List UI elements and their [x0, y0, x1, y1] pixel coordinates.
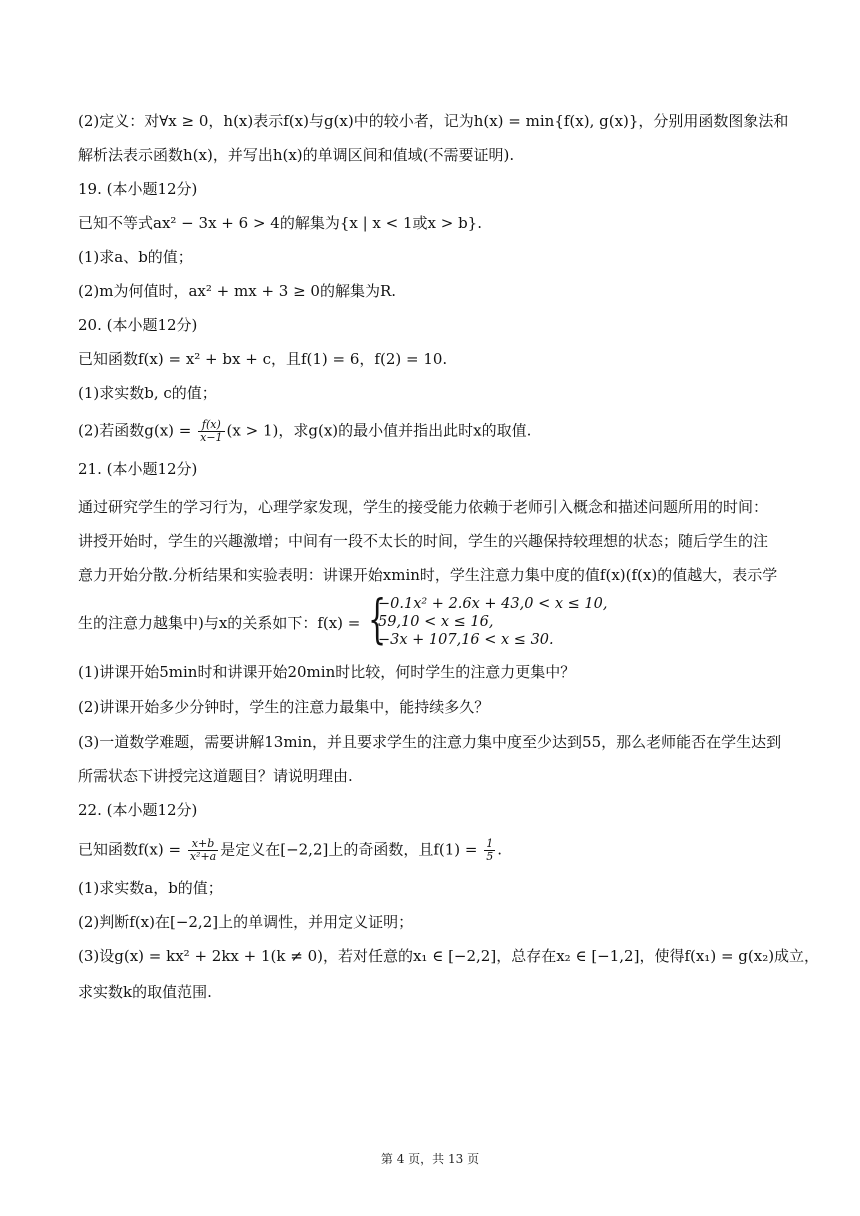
q18-part2-line2: 解析法表示函数h(x)，并写出h(x)的单调区间和值域(不需要证明). [78, 146, 515, 164]
q22-part3-line2: 求实数k的取值范围. [78, 983, 212, 1001]
q19-heading: 19. (本小题12分) [78, 180, 198, 198]
page-footer: 第 4 页，共 13 页 [380, 1152, 480, 1166]
q20-stem: 已知函数f(x) = x² + bx + c，且f(1) = 6，f(2) = 10. [78, 350, 448, 368]
q19-part1: (1)求a、b的值； [78, 248, 193, 266]
piecewise-case-1: −0.1x² + 2.6x + 43,0 < x ≤ 10, [378, 596, 608, 612]
q22-part3-line1: (3)设g(x) = kx² + 2kx + 1(k ≠ 0)，若对任意的x₁ ∈ [−2,2]，总存在x₂ ∈ [−1,2]，使得f(x₁) = g(x₂)成立， [78, 947, 820, 965]
q21-part1: (1)讲课开始5min时和讲课开始20min时比较，何时学生的注意力更集中？ [78, 663, 576, 681]
q21-heading: 21. (本小题12分) [78, 460, 198, 478]
piecewise-label: 生的注意力越集中)与x的关系如下：f(x) = [78, 614, 361, 632]
fraction [198, 419, 224, 444]
q21-part3-line2: 所需状态下讲授完这道题目？请说明理由. [78, 767, 353, 785]
q19-stem: 已知不等式ax² − 3x + 6 > 4的解集为{x | x < 1或x > b}. [78, 214, 482, 232]
fraction [188, 838, 218, 863]
q19-part2: (2)m为何值时，ax² + mx + 3 ≥ 0的解集为R. [78, 282, 397, 300]
fraction-denominator: 5 [486, 850, 494, 863]
q20-heading: 20. (本小题12分) [78, 316, 198, 334]
q22-part2: (2)判断f(x)在[−2,2]上的单调性，并用定义证明； [78, 913, 414, 931]
q20-part2-before: (2)若函数g(x) = [78, 421, 197, 440]
q20-part1: (1)求实数b, c的值； [78, 384, 217, 402]
piecewise-case-2: 59,10 < x ≤ 16, [378, 614, 494, 630]
fraction-numerator: f(x) [198, 419, 224, 432]
fraction-numerator: x+b [188, 838, 218, 851]
q22-stem-before: 已知函数f(x) = [78, 840, 186, 859]
q21-part3-line1: (3)一道数学难题，需要讲解13min，并且要求学生的注意力集中度至少达到55，那么老师能否在学生达到 [78, 733, 782, 751]
fraction [484, 838, 495, 863]
piecewise-case-3: −3x + 107,16 < x ≤ 30. [378, 632, 554, 648]
q18-part2-line1: (2)定义：对∀x ≥ 0，h(x)表示f(x)与g(x)中的较小者，记为h(x) = min{f(x), g(x)}，分别用函数图象法和 [78, 112, 789, 130]
q20-part2 [78, 419, 782, 444]
q22-stem [78, 838, 782, 863]
q21-stem-line2: 讲授开始时，学生的兴趣激增；中间有一段不太长的时间，学生的兴趣保持较理想的状态；随后学生的注 [78, 532, 769, 550]
q22-stem-after: . [497, 840, 503, 859]
q21-stem-line1: 通过研究学生的学习行为，心理学家发现，学生的接受能力依赖于老师引入概念和描述问题所用的时间： [78, 498, 769, 516]
q22-stem-mid: 是定义在[−2,2]上的奇函数，且f(1) = [220, 840, 483, 859]
q21-stem-line3: 意力开始分散.分析结果和实验表明：讲课开始xmin时，学生注意力集中度的值f(x)(f(x)的值越大，表示学 [78, 566, 778, 584]
fraction-numerator: 1 [486, 837, 494, 850]
q22-heading: 22. (本小题12分) [78, 801, 198, 819]
fraction-denominator: x−1 [200, 431, 223, 444]
q20-part2-after: (x > 1)，求g(x)的最小值并指出此时x的取值. [226, 421, 532, 440]
curly-brace: { [368, 590, 387, 650]
q22-part1: (1)求实数a，b的值； [78, 879, 223, 897]
fraction-denominator: x²+a [189, 850, 217, 863]
q21-part2: (2)讲课开始多少分钟时，学生的注意力最集中，能持续多久？ [78, 698, 490, 716]
